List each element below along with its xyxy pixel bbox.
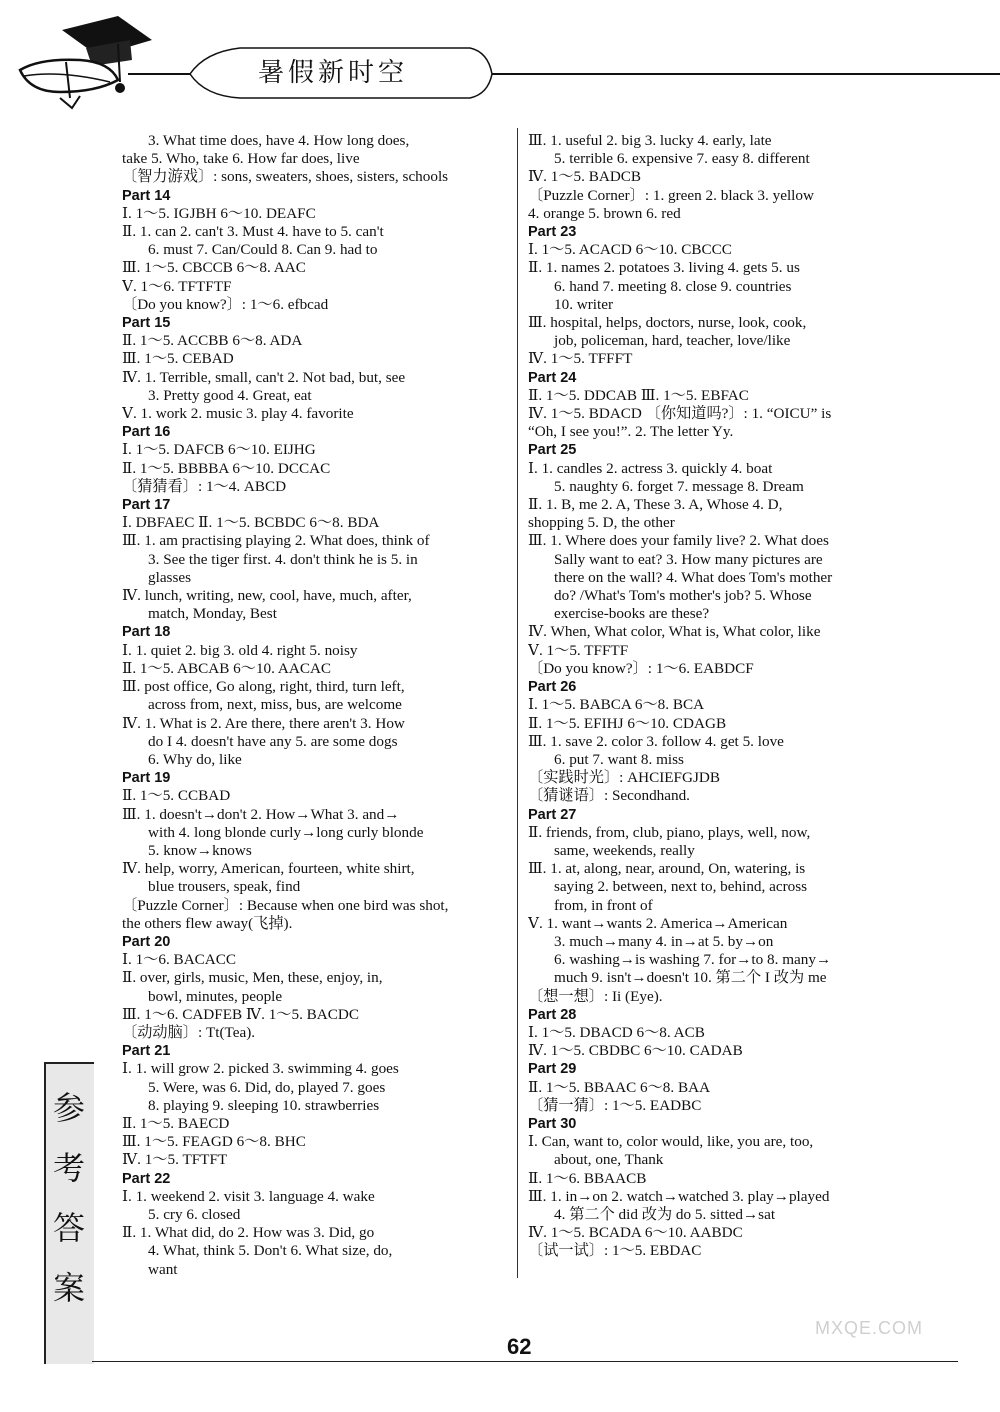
answer-line: Ⅳ. help, worry, American, fourteen, white shirt, <box>122 860 415 878</box>
answer-column-left <box>122 132 510 1279</box>
answer-line: Ⅱ. 1～5. DDCAB Ⅲ. 1～5. EBFAC <box>528 386 749 404</box>
answer-line: Ⅳ. 1. What is 2. Are there, there aren't 3. How <box>122 714 405 732</box>
answer-column-right <box>528 132 918 1261</box>
answer-line: job, policeman, hard, teacher, love/like <box>554 332 791 350</box>
answer-line: Ⅱ. 1～5. ACCBB 6～8. ADA <box>122 332 303 350</box>
answer-line: Ⅰ. 1～5. BABCA 6～8. BCA <box>528 696 705 714</box>
sidebar-label <box>52 1078 86 1318</box>
answer-line: 6. hand 7. meeting 8. close 9. countries <box>554 277 792 295</box>
answer-line: Ⅱ. friends, from, club, piano, plays, well, now, <box>528 823 811 841</box>
answer-line: across from, next, miss, bus, are welcome <box>148 696 402 714</box>
answer-line: Ⅳ. lunch, writing, new, cool, have, much, after, <box>122 587 412 605</box>
answer-line: 8. playing 9. sleeping 10. strawberries <box>148 1096 380 1114</box>
answer-line: Ⅰ. 1～5. DAFCB 6～10. EIJHG <box>122 441 316 459</box>
answer-line: 5. cry 6. closed <box>148 1205 241 1223</box>
part-heading: Part 17 <box>122 497 171 514</box>
answer-line: Ⅰ. 1～5. ACACD 6～10. CBCCC <box>528 241 732 259</box>
answer-line: Ⅱ. 1～6. BBAACB <box>528 1169 647 1187</box>
answer-line: 3. What time does, have 4. How long does, <box>148 132 410 149</box>
answer-line: Sally want to eat? 3. How many pictures are <box>554 550 823 568</box>
part-heading: Part 15 <box>122 315 171 332</box>
answer-line: Ⅲ. 1. am practising playing 2. What does, think of <box>122 532 430 550</box>
sidebar-char: 答 <box>52 1209 85 1247</box>
answer-line: Ⅲ. 1. at, along, near, around, On, watering, is <box>528 860 806 878</box>
answer-line: 5. know→knows <box>148 841 252 859</box>
answer-line: Ⅰ. 1. will grow 2. picked 3. swimming 4. goes <box>122 1060 399 1078</box>
page-header <box>0 0 1000 120</box>
footer-rule <box>92 1361 958 1362</box>
answer-line: Ⅲ. 1～5. FEAGD 6～8. BHC <box>122 1133 306 1151</box>
answer-line: Ⅱ. 1～5. EFIHJ 6～10. CDAGB <box>528 714 727 732</box>
answer-line: Ⅲ. 1～5. CEBAD <box>122 350 234 368</box>
answer-line: want <box>148 1260 178 1278</box>
answer-line: Ⅳ. When, What color, What is, What color, like <box>528 623 821 641</box>
answer-line: 〔Puzzle Corner〕: 1. green 2. black 3. yellow <box>528 186 814 204</box>
answer-line: 〔动动脑〕: Tt(Tea). <box>122 1023 256 1041</box>
part-heading: Part 26 <box>528 679 577 696</box>
part-heading: Part 14 <box>122 187 171 204</box>
answer-line: 〔实践时光〕: AHCIEFGJDB <box>528 769 720 787</box>
part-heading: Part 20 <box>122 933 171 950</box>
answer-line: Ⅳ. 1～5. TFTFT <box>122 1151 228 1169</box>
part-heading: Part 25 <box>528 442 577 459</box>
answer-line: blue trousers, speak, find <box>148 878 301 896</box>
answer-line: 〔Do you know?〕: 1～6. EABDCF <box>528 659 754 677</box>
answer-line: 6. Why do, like <box>148 750 242 768</box>
answer-line: bowl, minutes, people <box>148 987 283 1005</box>
answer-line: 6. must 7. Can/Could 8. Can 9. had to <box>148 241 378 259</box>
answer-line: Ⅱ. 1. can 2. can't 3. Must 4. have to 5. can't <box>122 223 384 241</box>
answer-line: the others flew away(飞掉). <box>122 914 293 932</box>
part-heading: Part 19 <box>122 770 171 787</box>
answer-line: 〔智力游戏〕: sons, sweaters, shoes, sisters, schools <box>122 168 449 186</box>
part-heading: Part 28 <box>528 1006 577 1023</box>
sidebar-char: 案 <box>52 1269 85 1307</box>
answer-line: Ⅱ. 1. names 2. potatoes 3. living 4. gets 5. us <box>528 259 800 277</box>
answer-line: Ⅰ. 1. candles 2. actress 3. quickly 4. boat <box>528 459 773 477</box>
answer-line: take 5. Who, take 6. How far does, live <box>122 150 360 168</box>
part-heading: Part 18 <box>122 624 171 641</box>
page-number: 62 <box>507 1334 532 1359</box>
answer-line: Ⅳ. 1～5. BDACD 〔你知道吗?〕: 1. “OICU” is <box>528 405 832 423</box>
answer-line: Ⅱ. 1～5. BAECD <box>122 1114 230 1132</box>
answer-line: Ⅱ. 1～5. ABCAB 6～10. AACAC <box>122 659 332 677</box>
answer-line: 3. See the tiger first. 4. don't think he is 5. in <box>148 550 418 568</box>
answer-line: 4. What, think 5. Don't 6. What size, do, <box>148 1242 393 1260</box>
answer-line: 5. Were, was 6. Did, do, played 7. goes <box>148 1078 386 1096</box>
answer-line: Ⅲ. 1. Where does your family live? 2. What does <box>528 532 829 550</box>
part-heading: Part 30 <box>528 1115 577 1132</box>
answer-line: Ⅴ. 1～5. TFFTF <box>528 641 629 659</box>
answer-line: same, weekends, really <box>554 841 695 859</box>
answer-line: Ⅱ. 1～5. CCBAD <box>122 787 231 805</box>
section-sidebar <box>44 1062 94 1364</box>
answer-line: 3. Pretty good 4. Great, eat <box>148 386 312 404</box>
answer-line: 6. washing→is washing 7. for→to 8. many→ <box>554 951 832 969</box>
answer-line: Ⅳ. 1～5. BADCB <box>528 168 642 186</box>
answer-line: 5. terrible 6. expensive 7. easy 8. different <box>554 150 810 168</box>
answer-line: do I 4. doesn't have any 5. are some dogs <box>148 732 398 750</box>
part-heading: Part 23 <box>528 224 577 241</box>
answer-line: 5. naughty 6. forget 7. message 8. Dream <box>554 477 804 495</box>
answer-line: Ⅲ. 1. save 2. color 3. follow 4. get 5. love <box>528 732 784 750</box>
answer-line: 〔猜猜看〕: 1～4. ABCD <box>122 477 287 495</box>
answer-line: saying 2. between, next to, behind, across <box>554 878 808 896</box>
answer-line: Ⅰ. 1～6. BACACC <box>122 951 237 969</box>
answer-line: from, in front of <box>554 896 653 914</box>
part-heading: Part 16 <box>122 424 171 441</box>
answer-line: Ⅰ. 1～5. DBACD 6～8. ACB <box>528 1023 705 1041</box>
answer-line: Ⅰ. 1. quiet 2. big 3. old 4. right 5. noisy <box>122 641 358 659</box>
answer-line: about, one, Thank <box>554 1151 664 1169</box>
answer-line: Ⅱ. 1. What did, do 2. How was 3. Did, go <box>122 1224 375 1242</box>
answer-line: 4. orange 5. brown 6. red <box>528 204 681 222</box>
diploma-scroll-icon <box>20 60 118 108</box>
answer-line: Ⅲ. 1. useful 2. big 3. lucky 4. early, late <box>528 132 772 149</box>
answer-line: Ⅱ. 1. B, me 2. A, These 3. A, Whose 4. D, <box>528 496 783 514</box>
answer-line: there on the wall? 4. What does Tom's mother <box>554 568 833 586</box>
answer-line: Ⅲ. 1. doesn't→don't 2. How→What 3. and→ <box>122 805 400 823</box>
answer-line: shopping 5. D, the other <box>528 514 675 532</box>
part-heading: Part 24 <box>528 369 577 386</box>
answer-line: Ⅴ. 1. want→wants 2. America→American <box>528 914 788 932</box>
part-heading: Part 27 <box>528 806 577 823</box>
answer-line: Ⅰ. Can, want to, color would, like, you are, too, <box>528 1133 814 1151</box>
answer-line: 3. much→many 4. in→at 5. by→on <box>554 932 774 950</box>
header-decoration <box>0 0 1000 120</box>
answer-line: 〔猜谜语〕: Secondhand. <box>528 787 690 805</box>
answer-line: with 4. long blonde curly→long curly blonde <box>148 823 424 841</box>
answer-line: Ⅲ. hospital, helps, doctors, nurse, look, cook, <box>528 314 807 332</box>
answer-line: Ⅲ. 1. in→on 2. watch→watched 3. play→played <box>528 1187 830 1205</box>
answer-line: Ⅳ. 1～5. CBDBC 6～10. CADAB <box>528 1042 743 1060</box>
answer-line: “Oh, I see you!”. 2. The letter Yy. <box>528 423 734 441</box>
sidebar-char: 参 <box>52 1089 85 1127</box>
answer-line: Ⅳ. 1. Terrible, small, can't 2. Not bad, but, see <box>122 368 406 386</box>
answer-line: Ⅴ. 1. work 2. music 3. play 4. favorite <box>122 405 354 423</box>
answer-line: Ⅳ. 1～5. BCADA 6～10. AABDC <box>528 1224 743 1242</box>
answer-line: Ⅲ. 1～5. CBCCB 6～8. AAC <box>122 259 306 277</box>
answer-line: much 9. isn't→doesn't 10. 第二个 I 改为 me <box>554 969 827 987</box>
sidebar-char: 考 <box>52 1149 85 1187</box>
answer-line: Ⅱ. 1～5. BBAAC 6～8. BAA <box>528 1078 711 1096</box>
answer-line: 〔Do you know?〕: 1～6. efbcad <box>122 295 329 313</box>
answer-line: glasses <box>148 568 192 586</box>
answer-line: 〔试一试〕: 1～5. EBDAC <box>528 1242 702 1260</box>
answer-line: Ⅱ. 1～5. BBBBA 6～10. DCCAC <box>122 459 331 477</box>
answer-line: Ⅰ. 1～5. IGJBH 6～10. DEAFC <box>122 204 316 222</box>
answer-line: match, Monday, Best <box>148 605 277 623</box>
part-heading: Part 29 <box>528 1061 577 1078</box>
answer-line: 4. 第二个 did 改为 do 5. sitted→sat <box>554 1205 776 1223</box>
answer-line: Ⅲ. post office, Go along, right, third, turn left, <box>122 678 405 696</box>
answer-line: do? /What's Tom's mother's job? 5. Whose <box>554 587 812 605</box>
answer-line: 10. writer <box>554 295 614 313</box>
answer-line: 〔Puzzle Corner〕: Because when one bird was shot, <box>122 896 449 914</box>
page-title: 暑假新时空 <box>258 58 409 88</box>
answer-line: Ⅲ. 1～6. CADFEB Ⅳ. 1～5. BACDC <box>122 1005 359 1023</box>
answer-line: Ⅳ. 1～5. TFFFT <box>528 350 633 368</box>
answer-line: Ⅱ. over, girls, music, Men, these, enjoy, in, <box>122 969 383 987</box>
answer-line: exercise-books are these? <box>554 605 710 623</box>
answer-line: 〔猜一猜〕: 1～5. EADBC <box>528 1096 702 1114</box>
answer-line: 6. put 7. want 8. miss <box>554 750 684 768</box>
part-heading: Part 21 <box>122 1043 171 1060</box>
answer-line: Ⅰ. 1. weekend 2. visit 3. language 4. wake <box>122 1187 375 1205</box>
answer-line: Ⅰ. DBFAEC Ⅱ. 1～5. BCBDC 6～8. BDA <box>122 514 380 532</box>
column-divider <box>517 128 518 1278</box>
answer-line: 〔想一想〕: Ii (Eye). <box>528 987 663 1005</box>
part-heading: Part 22 <box>122 1170 171 1187</box>
answer-line: Ⅴ. 1～6. TFTFTF <box>122 277 232 295</box>
watermark-text: MXQE.COM <box>815 1318 924 1338</box>
